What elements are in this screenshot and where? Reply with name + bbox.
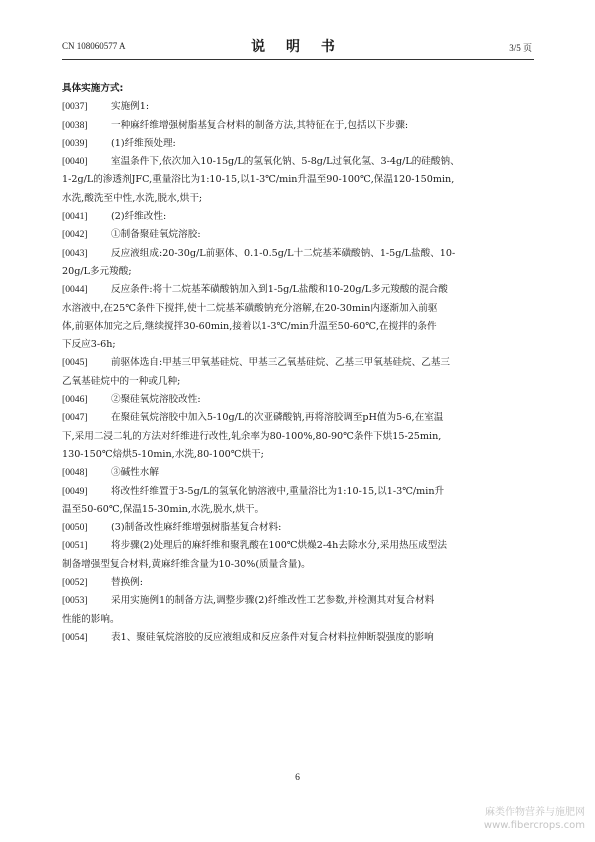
paragraph-line: (2)纤维改性: <box>111 211 167 223</box>
paragraph-number: [0049] <box>62 485 88 497</box>
watermark-site-name: 麻类作物营养与施肥网 <box>485 807 585 818</box>
paragraph-number: [0040] <box>62 156 88 168</box>
paragraph-text <box>111 135 534 153</box>
paragraph <box>62 354 534 391</box>
paragraph-line: 在聚硅氧烷溶胶中加入5-10g/L的次亚磷酸钠,再将溶胶调至pH值为5-6,在室温 <box>111 412 444 424</box>
paragraph <box>62 98 534 116</box>
paragraph-text <box>111 98 534 116</box>
paragraph-text <box>111 629 534 647</box>
paragraph-number: [0046] <box>62 394 88 406</box>
paragraph-line: 体,前驱体加完之后,继续搅拌30-60min,接着以1-3℃/min升温至50-60℃,在搅拌的条件 <box>62 320 437 332</box>
paragraph-number: [0037] <box>62 101 88 113</box>
paragraph-line: (1)纤维预处理: <box>111 137 176 149</box>
paragraph-text <box>111 464 534 482</box>
paragraph <box>62 153 534 208</box>
paragraph-text <box>111 519 534 537</box>
paragraph-text <box>111 117 534 135</box>
paragraph <box>62 592 534 629</box>
doc-number: CN 108060577 A <box>62 41 126 51</box>
paragraph-line: 前驱体选自:甲基三甲氧基硅烷、甲基三乙氧基硅烷、乙基三甲氧基硅烷、乙基三 <box>111 357 451 369</box>
paragraph-line: 室温条件下,依次加入10-15g/L的氢氧化钠、5-8g/L过氧化氢、3-4g/L的硅酸钠、 <box>111 156 460 168</box>
paragraph-line: (3)制备改性麻纤维增强树脂基复合材料: <box>111 522 282 534</box>
paragraph-line: ②聚硅氧烷溶胶改性: <box>111 394 201 406</box>
paragraph-number: [0045] <box>62 357 88 369</box>
paragraph <box>62 135 534 153</box>
paragraph <box>62 574 534 592</box>
paragraph-number: [0041] <box>62 211 88 223</box>
paragraph-line: 水溶液中,在25℃条件下搅拌,使十二烷基苯磺酸钠充分溶解,在20-30min内逐渐加入前驱 <box>62 302 438 314</box>
paragraph-line: 采用实施例1的制备方法,调整步骤(2)纤维改性工艺参数,并检测其对复合材料 <box>111 595 435 607</box>
paragraph-line: 130-150℃焙烘5-10min,水洗,80-100℃烘干; <box>62 448 264 460</box>
paragraph <box>62 226 534 244</box>
paragraph-line: 温至50-60℃,保温15-30min,水洗,脱水,烘干。 <box>62 503 265 515</box>
doc-title: 说 明 书 <box>251 39 343 55</box>
paragraph-number: [0054] <box>62 631 88 643</box>
paragraph-line: ③碱性水解 <box>111 467 159 479</box>
section-title: 具体实施方式: <box>62 83 124 94</box>
paragraph-line: ①制备聚硅氧烷溶胶: <box>111 229 201 241</box>
paragraph-line: 水洗,酸洗至中性,水洗,脱水,烘干; <box>62 192 203 204</box>
paragraph-line: 1-2g/L的渗透剂JFC,重量浴比为1:10-15,以1-3℃/min升温至90-100℃,保温120-150min, <box>62 174 455 186</box>
paragraph-line: 反应液组成:20-30g/L前驱体、0.1-0.5g/L十二烷基苯磺酸钠、1-5g/L盐酸、10- <box>111 247 456 259</box>
paragraph-number: [0048] <box>62 467 88 479</box>
paragraph-line: 一种麻纤维增强树脂基复合材料的制备方法,其特征在于,包括以下步骤: <box>111 119 409 131</box>
paragraph-text <box>111 391 534 409</box>
page-indicator: 3/5 页 <box>509 43 532 53</box>
watermark-url: www.fibercrops.com <box>483 820 585 831</box>
paragraph <box>62 483 534 520</box>
paragraph <box>62 464 534 482</box>
paragraph-text <box>111 208 534 226</box>
paragraph-line: 表1、聚硅氧烷溶胶的反应液组成和反应条件对复合材料拉伸断裂强度的影响 <box>111 631 434 643</box>
paragraph-line: 替换例: <box>111 577 144 589</box>
paragraph <box>62 629 534 647</box>
paragraph <box>62 409 534 464</box>
paragraph-line: 性能的影响。 <box>62 613 120 625</box>
paragraph-number: [0039] <box>62 137 88 149</box>
paragraph-line: 反应条件:将十二烷基苯磺酸钠加入到1-5g/L盐酸和10-20g/L多元羧酸的混合酸 <box>111 284 448 296</box>
paragraph <box>62 245 534 282</box>
paragraph-number: [0038] <box>62 119 88 131</box>
header-divider <box>62 59 534 60</box>
paragraph-number: [0051] <box>62 540 88 552</box>
paragraph-number: [0043] <box>62 247 88 259</box>
paragraph <box>62 537 534 574</box>
paragraph <box>62 117 534 135</box>
paragraph-line: 20g/L多元羧酸; <box>62 265 132 277</box>
paragraph-text <box>111 226 534 244</box>
document-body <box>62 80 534 647</box>
paragraph-list <box>62 98 534 647</box>
page-number: 6 <box>295 772 300 783</box>
paragraph-line: 下反应3-6h; <box>62 339 116 351</box>
paragraph-number: [0047] <box>62 412 88 424</box>
paragraph-text <box>111 574 534 592</box>
paragraph <box>62 281 534 354</box>
paragraph-line: 将步骤(2)处理后的麻纤维和聚乳酸在100℃烘燥2-4h去除水分,采用热压成型法 <box>111 540 447 552</box>
paragraph-line: 将改性纤维置于3-5g/L的氢氧化钠溶液中,重量浴比为1:10-15,以1-3℃/min升 <box>111 485 445 497</box>
paragraph-line: 乙氧基硅烷中的一种或几种; <box>62 375 181 387</box>
paragraph-line: 实施例1: <box>111 101 150 113</box>
paragraph-number: [0053] <box>62 595 88 607</box>
paragraph <box>62 391 534 409</box>
paragraph-number: [0044] <box>62 284 88 296</box>
paragraph <box>62 208 534 226</box>
watermark <box>484 806 585 832</box>
paragraph-number: [0050] <box>62 522 88 534</box>
paragraph-line: 制备增强型复合材料,黄麻纤维含量为10-30%(质量含量)。 <box>62 558 311 570</box>
page-header <box>62 36 532 56</box>
paragraph-line: 下,采用二浸二轧的方法对纤维进行改性,轧余率为80-100%,80-90℃条件下烘15-25min, <box>62 430 442 442</box>
paragraph-number: [0042] <box>62 229 88 241</box>
paragraph <box>62 519 534 537</box>
paragraph-number: [0052] <box>62 577 88 589</box>
